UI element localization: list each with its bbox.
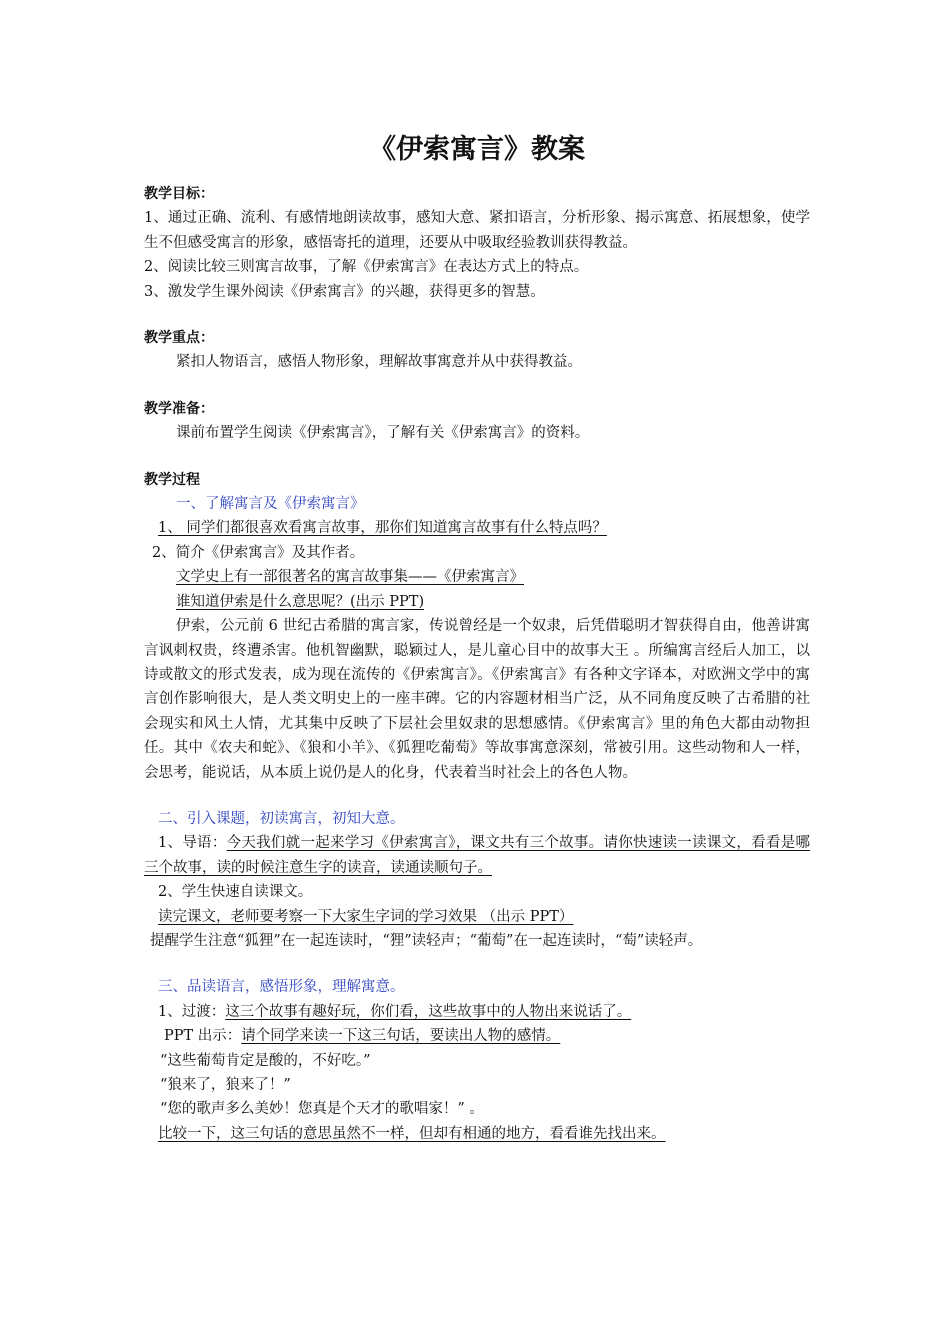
section-2-line-1-text: 读完课文，老师要考察一下大家生字词的学习效果 （出示 PPT） [158, 908, 574, 925]
focus-heading: 教学重点： [144, 330, 214, 347]
section-3-compare-text: 比较一下，这三句话的意思虽然不一样，但却有相通的地方，看看谁先找出来。 [158, 1125, 666, 1142]
prep-text: 课前布置学生阅读《伊索寓言》，了解有关《伊索寓言》的资料。 [176, 425, 590, 442]
section-3-title: 三、品读语言，感悟形象，理解寓意。 [158, 979, 405, 996]
section-3-item-1 [144, 1000, 810, 1024]
focus-text: 紧扣人物语言，感悟人物形象，理解故事寓意并从中获得教益。 [176, 354, 582, 371]
section-1-line-2-text: 谁知道伊索是什么意思呢？(出示 PPT) [176, 593, 425, 610]
section-1-line-1 [144, 565, 810, 589]
section-2-item-2: 2、学生快速自读课文。 [158, 884, 313, 901]
section-3-quote-2: “狼来了，狼来了！” [160, 1077, 291, 1093]
section-1-line-1-text: 文学史上有一部很著名的寓言故事集——《伊索寓言》 [176, 569, 524, 586]
section-1-question-1-text: 1、 同学们都很喜欢看寓言故事，那你们知道寓言故事有什么特点吗？ [158, 520, 607, 537]
section-2-item-1 [144, 831, 810, 880]
goal-item-1: 1、通过正确、流利、有感情地朗读故事，感知大意、紧扣语言，分析形象、揭示寓意、拓展想象，使学生不但感受寓言的形象，感悟寄托的道理，还要从中吸取经验教训获得教益。 [144, 210, 810, 251]
section-3-ppt-prefix: PPT 出示： [164, 1028, 242, 1045]
section-1-question-1 [144, 516, 810, 540]
section-3-item-1-text: 这三个故事有趣好玩，你们看，这些故事中的人物出来说话了。 [225, 1003, 632, 1020]
section-2-item-1-text: 今天我们就一起来学习《伊索寓言》，课文共有三个故事。请你快速读一读课文，看看是哪三个故事，读的时候注意生字的读音，读通读顺句子。 [144, 835, 810, 876]
section-1-title: 一、了解寓言及《伊索寓言》 [176, 496, 365, 513]
section-3-ppt-text: 请个同学来读一下这三句话，要读出人物的感情。 [241, 1028, 561, 1045]
section-1-question-2: 2、简介《伊索寓言》及其作者。 [152, 544, 365, 561]
section-2-title: 二、引入课题，初读寓言，初知大意。 [158, 810, 405, 827]
goal-item-2: 2、阅读比较三则寓言故事，了解《伊索寓言》在表达方式上的特点。 [144, 259, 589, 276]
section-3-quote-3: “您的歌声多么美妙！您真是个天才的歌唱家！” 。 [160, 1101, 484, 1118]
process-heading: 教学过程 [144, 471, 200, 488]
section-3-compare [144, 1122, 810, 1146]
aesop-paragraph: 伊索，公元前 6 世纪古希腊的寓言家，传说曾经是一个奴隶，后凭借聪明才智获得自由，他善讲寓言讽刺权贵，终遭杀害。他机智幽默，聪颖过人，是儿童心目中的故事大王 。所编寓言经后人加工，以诗或散文的形式发表，成为现在流传的《伊索寓言》。《伊索寓言》有各种文字译本，对欧洲文学中的寓言创作影响很大，是人类文明史上的一座丰碑。它的内容题材相当广泛，从不同角度反映了古希腊的社会现实和风土人情，尤其集中反映了下层社会里奴隶的思想感情。《伊索寓言》里的角色大都由动物担任。其中《农夫和蛇》、《狼和小羊》、《狐狸吃葡萄》等故事寓意深刻，常被引用。这些动物和人一样，会思考，能说话，从本质上说仍是人的化身，代表着当时社会上的各色人物。 [144, 618, 810, 781]
document-page [144, 130, 810, 1146]
section-1-line-2 [144, 590, 810, 614]
section-3-item-1-prefix: 1、过渡： [158, 1003, 226, 1020]
section-2-remind: 提醒学生注意“狐狸”在一起连读时，“狸”读轻声；“葡萄”在一起连读时，“萄”读轻声。 [150, 932, 703, 949]
goals-heading: 教学目标： [144, 186, 214, 202]
document-title: 《伊索寓言》教案 [369, 134, 585, 165]
prep-heading: 教学准备： [144, 400, 214, 417]
goal-item-3: 3、激发学生课外阅读《伊索寓言》的兴趣，获得更多的智慧。 [144, 283, 545, 300]
section-3-ppt [144, 1024, 810, 1048]
section-2-item-1-prefix: 1、导语： [158, 835, 227, 852]
section-2-line-1 [144, 905, 810, 929]
section-3-quote-1: “这些葡萄肯定是酸的，不好吃。” [160, 1052, 371, 1069]
